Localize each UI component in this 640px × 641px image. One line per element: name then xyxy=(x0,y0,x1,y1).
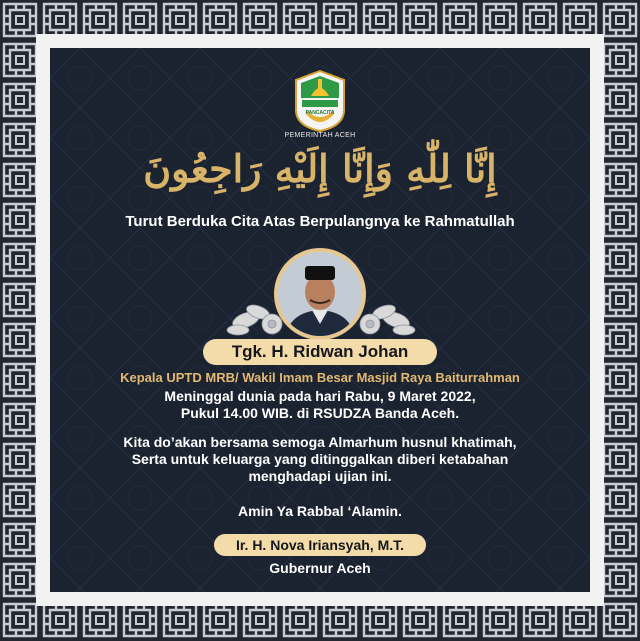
emblem-text: PANCACITA xyxy=(305,110,335,116)
condolence-panel xyxy=(50,48,590,592)
arabic-calligraphy: إِنَّا لِلّٰهِ وَإِنَّا إِلَيْهِ رَاجِعُونَ xyxy=(143,146,497,191)
aceh-emblem-logo xyxy=(294,70,346,132)
death-date-line: Meninggal dunia pada hari Rabu, 9 Maret 2022, xyxy=(164,388,476,404)
deceased-name: Tgk. H. Ridwan Johan xyxy=(203,339,437,365)
death-place-line: Pukul 14.00 WIB. di RSUDZA Banda Aceh. xyxy=(180,405,460,421)
deceased-position: Kepala UPTD MRB/ Wakil Imam Besar Masjid Raya Baiturrahman xyxy=(120,370,520,385)
prayer-line-2: Serta untuk keluarga yang ditinggalkan diberi ketabahan xyxy=(131,451,509,467)
signer-name: Ir. H. Nova Iriansyah, M.T. xyxy=(214,534,426,556)
closing-prayer: Amin Ya Rabbal ‘Alamin. xyxy=(238,503,402,519)
signer-title: Gubernur Aceh xyxy=(269,560,371,576)
prayer-line-1: Kita do’akan bersama semoga Almarhum husnul khatimah, xyxy=(123,434,517,450)
portrait-frame xyxy=(274,248,366,340)
condolence-heading: Turut Berduka Cita Atas Berpulangnya ke Rahmatullah xyxy=(125,213,515,230)
portrait-photo xyxy=(278,252,362,336)
logo-caption: PEMERINTAH ACEH xyxy=(284,132,356,139)
prayer-line-3: menghadapi ujian ini. xyxy=(248,468,392,484)
